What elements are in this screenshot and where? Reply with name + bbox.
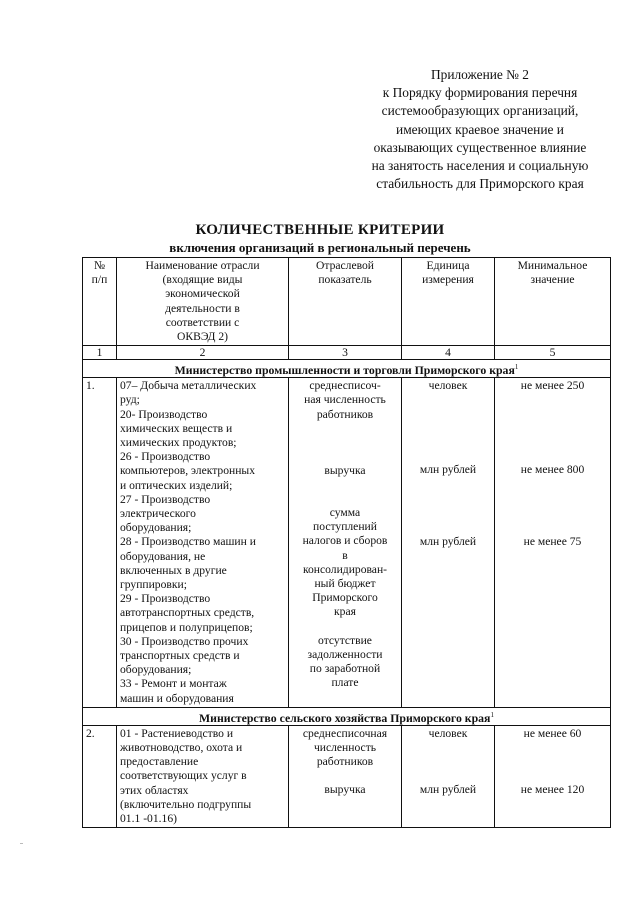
criteria-table <box>82 257 611 828</box>
unit-cell: человек млн рублей <box>402 725 495 827</box>
column-number: 3 <box>289 346 402 360</box>
appendix-line: Приложение № 2 <box>430 67 530 82</box>
section-title-cell <box>83 360 611 378</box>
row-num: 1. <box>83 378 117 708</box>
appendix-line: стабильность для Приморского края <box>376 176 584 192</box>
footnote-mark: 1 <box>490 710 494 719</box>
table-header-row <box>83 258 611 346</box>
header-unit: Единица измерения <box>402 258 495 346</box>
section-title: Министерство сельского хозяйства Приморского края <box>199 710 491 725</box>
row-num: 2. <box>83 725 117 827</box>
section-row <box>83 707 611 725</box>
header-min: Минимальное значение <box>495 258 611 346</box>
table-row <box>83 725 611 827</box>
column-number-row <box>83 346 611 360</box>
indicator-cell: среднесписочная численность работников выручка <box>289 725 402 827</box>
column-number: 2 <box>117 346 289 360</box>
header-indicator: Отраслевой показатель <box>289 258 402 346</box>
min-value-cell: не менее 250 не менее 800 не менее 75 <box>495 378 611 708</box>
section-row <box>83 360 611 378</box>
industry-cell: 07– Добыча металлических руд; 20- Производство химических веществ и химических продуктов; 26 - Производство компьютеров, электронных и оптических изделий; 27 - Производство электрического оборудования; 28 - Производство машин и оборудования, не включенных в другие группировки; 29 - Производство автотранспортных средств, прицепов и полуприцепов; 30 - Производство прочих транспортных средств и оборудования; 33 - Ремонт и монтаж машин и оборудования <box>117 378 289 708</box>
appendix-header <box>330 66 630 193</box>
appendix-line: оказывающих существенное влияние <box>373 139 587 155</box>
appendix-line: имеющих краевое значение и <box>396 121 564 137</box>
column-number: 1 <box>83 346 117 360</box>
header-industry: Наименование отрасли (входящие виды экономической деятельности в соответствии с ОКВЭД 2) <box>117 258 289 346</box>
header-num: № п/п <box>83 258 117 346</box>
industry-cell: 01 - Растениеводство и животноводство, охота и предоставление соответствующих услуг в этих областях (включительно подгруппы 01.1 -01.16) <box>117 725 289 827</box>
table-row <box>83 378 611 708</box>
section-title-cell <box>83 707 611 725</box>
appendix-line: на занятость населения и социальную <box>371 158 589 174</box>
min-value-cell: не менее 60 не менее 120 <box>495 725 611 827</box>
document-title: КОЛИЧЕСТВЕННЫЕ КРИТЕРИИ <box>195 222 445 238</box>
appendix-line: системообразующих организаций, <box>381 103 579 119</box>
column-number: 5 <box>495 346 611 360</box>
footnote-mark: 1 <box>514 363 519 372</box>
column-number: 4 <box>402 346 495 360</box>
appendix-line: к Порядку формирования перечня <box>382 85 578 101</box>
unit-cell: человек млн рублей млн рублей <box>402 378 495 708</box>
scan-mark <box>20 843 23 844</box>
document-subtitle: включения организаций в региональный перечень <box>169 240 471 255</box>
section-title: Министерство промышленности и торговли Приморского края <box>174 363 515 378</box>
indicator-cell: среднесписоч- ная численность работников выручка сумма поступлений налогов и сборов в консолидирован- ный бюджет Приморского края отсутствие задолженности по заработной плате <box>289 378 402 708</box>
